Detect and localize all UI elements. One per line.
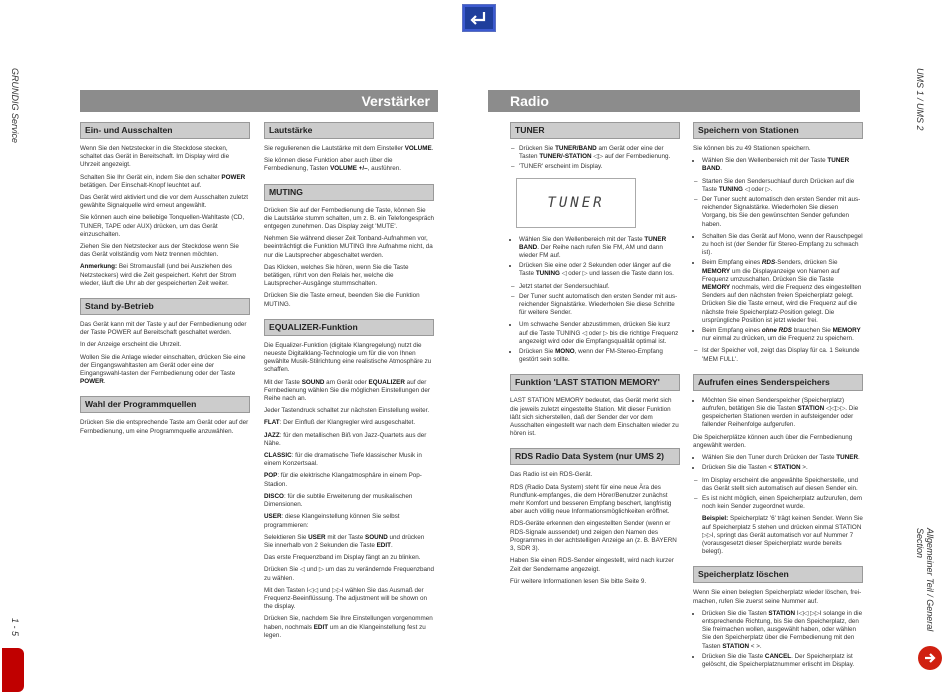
paragraph: Drücken Sie, nachdem Sie Ihre Einstellungen vorgenommen haben, nochmals EDIT um an die Klangeinstellung fest zu legen. — [264, 615, 433, 639]
list-item: – Drücken Sie TUNER/BAND am Gerät oder eine der Tasten TUNER/-STATION ◁▷ auf der Fernbedienung. — [519, 145, 680, 161]
heading-loeschen: Speicherplatz löschen — [693, 566, 863, 583]
list-item: • Drücken Sie die Tasten STATION I◁◁ ▷▷I solange in die entsprechende Richtung, bis Sie den Speicherplatz, den Sie freimachen wollen, ausgewählt haben, oder wählen Sie den Speicherplatz über die Fernbedienung mit den Tasten STATION < >. — [702, 610, 863, 651]
list-item: • Drücken Sie die Taste CANCEL. Der Speicherplatz ist gelöscht, die Speicherplatznummer erlischt im Display. — [702, 653, 863, 669]
paragraph: Das erste Frequenzband im Display fängt an zu blinken. — [264, 554, 421, 562]
back-button[interactable] — [462, 4, 496, 32]
section-label: Allgemeiner Teil / General Section — [915, 528, 935, 632]
paragraph: LAST STATION MEMORY bedeutet, das Gerät merkt sich die jeweils zuletzt eingestellte Station. Mit dieser Funktion läßt sich sicherstellen, daß der Sender der vor dem Ausschalten eingestellt war nach dem Einschalten wieder zu hören ist. — [510, 397, 679, 438]
left-margin — [10, 68, 24, 668]
paragraph: POP: für die elektrische Klangatmosphäre in einem Pop-Stadion. — [264, 472, 422, 488]
heading-ein-ausschalten: Ein- und Ausschalten — [80, 122, 250, 139]
heading-equalizer: EQUALIZER-Funktion — [264, 319, 434, 336]
return-arrow-icon — [469, 10, 489, 26]
paragraph: Nehmen Sie während dieser Zeit Tonband-Aufnahmen vor, beeinträchtigt die Funktion MUTING Ihre Aufnahme nicht, da nur die Lautsprecher abgeschaltet werden. — [264, 235, 433, 259]
list-item: – Starten Sie den Sendersuchlauf durch Drücken auf die Taste TUNING ◁ oder ▷. — [702, 178, 863, 194]
list-item: • Wählen Sie den Wellenbereich mit der Taste TUNER BAND. — [702, 157, 863, 173]
list-item: • Wählen Sie den Tuner durch Drücken der Taste TUNER. — [702, 454, 863, 462]
brand-service-label: GRUNDIG Service — [10, 68, 20, 144]
paragraph: Drücken Sie die Taste erneut, beenden Sie die Funktion MUTING. — [264, 292, 420, 308]
paragraph: In der Anzeige erscheint die Uhrzeit. — [80, 341, 182, 349]
list-item: – Im Display erscheint die angewählte Speicherstelle, und das Gerät stellt sich automatisch auf diesen Sender ein. — [702, 477, 863, 493]
column-3 — [510, 122, 680, 590]
heading-rds: RDS Radio Data System (nur UMS 2) — [510, 448, 680, 465]
paragraph: RDS-Geräte erkennen den eingestellten Sender (wenn er RDS-Signale aussendet) und zeigen den Namen des Programmes in der achtstelligen Anzeige an (z. B. BAYERN 3, SDR 3). — [510, 520, 677, 553]
paragraph: CLASSIC: für die dramatische Tiefe klassischer Musik in einem Konzertsaal. — [264, 452, 422, 468]
list-item: • Beim Empfang eines RDS-Senders, drücken Sie MEMORY um die Displayanzeige von Namen auf Frequenz umzuschalten. Drücken Sie die Taste MEMORY nochmals, wird die Frequenz des eingestellten Senders auf den nächsten freien Speicherplatz gelegt. Drücken Sie die Taste erneut, wird die Frequenz auf die nächste freie Speicherplatz-Position gelegt. Die ursprüngliche Position ist jetzt wieder frei. — [702, 259, 863, 325]
list-item: • Drücken Sie MONO, wenn der FM-Stereo-Empfang gestört sein sollte. — [519, 348, 680, 364]
heading-muting: MUTING — [264, 184, 434, 201]
heading-tuner: TUNER — [510, 122, 680, 139]
paragraph: JAZZ: für den metallischen Biß von Jazz-Quartets aus der Nähe. — [264, 431, 427, 447]
paragraph: Die Equalizer-Funktion (digitale Klangregelung) nutzt die neueste Digitalklang-Technologie um für die von Ihnen gewählte Musik-Stilrichtung eine realistische Atmosphäre zu schaffen. — [264, 341, 432, 374]
list-item: • Beim Empfang eines ohne RDS brauchen Sie MEMORY nur einmal zu drücken, um die Frequenz zu speichern. — [702, 327, 863, 343]
next-page-button[interactable] — [918, 646, 942, 670]
paragraph: Schalten Sie Ihr Gerät ein, indem Sie den schalter POWER betätigen. Der Einschalt-Knopf leuchtet auf. — [80, 173, 246, 189]
paragraph: Wollen Sie die Anlage wieder einschalten, drücken Sie eine der Eingangswahltasten am Gerät oder eine der Eingangswahl-tasten der Fernbedienung oder der Taste POWER. — [80, 353, 246, 386]
paragraph: Sie können auch eine beliebige Tonquellen-Wahltaste (CD, TUNER, TAPE oder AUX) drücken, um das Gerät einzuschalten. — [80, 214, 245, 238]
list-item: – Es ist nicht möglich, einen Speicherplatz aufzurufen, dem noch kein Sender zugeordnet wurde. — [702, 495, 863, 511]
list-item: • Drücken Sie die Tasten < STATION >. — [702, 464, 863, 472]
list-item: • Möchten Sie einen Senderspeicher (Speicherplatz) aufrufen, betätigen Sie die Tasten STATION ◁◁▷▷. Die gespeicherten Stationen werden in aufsteigender oder fallender Reihenfolge aufgerufen. — [702, 397, 863, 430]
paragraph: Anmerkung: Bei Stromausfall (und bei Ausziehen des Netzsteckers) wird die Zeit gespeichert. Kehrt der Strom wieder, läuft die Uhr ab der gespeicherten Zeit weiter. — [80, 263, 237, 287]
arrow-right-icon — [923, 651, 937, 665]
section-banner-radio: Radio — [488, 90, 860, 112]
paragraph: Die Speicherplätze können auch über die Fernbedienung angewählt werden. — [693, 433, 853, 449]
list-item: – Jetzt startet der Sendersuchlauf. — [519, 283, 680, 291]
paragraph: RDS (Radio Data System) steht für eine neue Ära des Rundfunk-empfanges, die dem Hörer/Benutzer zunächst mehr Komfort und besseren Empfang beschert, langfristig aber auch völlig neue Informationsmöglichkeiten eröffnet. — [510, 483, 672, 516]
model-label: UMS 1 / UMS 2 — [915, 68, 925, 131]
heading-aufrufen: Aufrufen eines Senderspeichers — [693, 374, 863, 391]
list-item: • Drücken Sie eine oder 2 Sekunden oder länger auf die Taste TUNING ◁ oder ▷ und lassen die Taste dann los. — [519, 262, 680, 278]
page-number: 1 - 5 — [10, 618, 20, 637]
paragraph: Sie können diese Funktion aber auch über die Fernbedienung, Tasten VOLUME +/–, ausführen. — [264, 157, 401, 173]
paragraph: Wenn Sie einen belegten Speicherplatz wieder löschen, frei-machen, rufen Sie zuerst seine Nummer auf. — [693, 589, 862, 605]
heading-lautstaerke: Lautstärke — [264, 122, 434, 139]
paragraph: Für weitere Informationen lesen Sie bitte Seite 9. — [510, 577, 647, 585]
paragraph: Das Gerät kann mit der Taste y auf der Fernbedienung oder der Taste POWER auf Bereitschaft geschaltet werden. — [80, 321, 247, 337]
red-page-tab — [2, 648, 24, 692]
paragraph: Drücken Sie die entsprechende Taste am Gerät oder auf der Fernbedienung, um eine Programmquelle anzuwählen. — [80, 419, 249, 435]
list-item: • Wählen Sie den Wellenbereich mit der Taste TUNER BAND. Der Reihe nach rufen Sie FM, AM und dann wieder FM auf. — [519, 236, 680, 261]
paragraph: Sie regulierenen die Lautstärke mit dem Einsteller VOLUME. — [264, 145, 434, 152]
column-4 — [693, 122, 863, 673]
paragraph: Sie können bis zu 49 Stationen speichern. — [693, 145, 811, 152]
paragraph: USER: diese Klangeinstellung können Sie selbst programmieren: — [264, 513, 400, 529]
paragraph: Jeder Tastendruck schaltet zur nächsten Einstellung weiter. — [264, 407, 430, 415]
heading-standby: Stand by-Betrieb — [80, 298, 250, 315]
paragraph: Das Radio ist ein RDS-Gerät. — [510, 471, 593, 479]
section-banner-verstaerker: Verstärker — [80, 90, 438, 112]
paragraph: Ziehen Sie den Netzstecker aus der Steckdose wenn Sie das Gerät vollständig vom Netz trennen möchten. — [80, 243, 239, 259]
list-item: – Der Tuner sucht automatisch den ersten Sender mit aus-reichender Signalstärke. Wiederholen Sie diesen Vorgang, bis Sie den gewünschten Sender gefunden haben. — [702, 196, 863, 229]
column-1 — [80, 122, 250, 440]
paragraph: Haben Sie einen RDS-Sender eingestellt, wird nach kurzer Zeit der Sendername angezeigt. — [510, 557, 674, 573]
paragraph: Mit der Taste SOUND am Gerät oder EQUALIZER auf der Fernbedienung wählen Sie die möglichen Einstellungen der Reihe nach an. — [264, 378, 430, 403]
paragraph: Selektieren Sie USER mit der Taste SOUND und drücken Sie innerhalb von 2 Sekunden die Taste EDIT. — [264, 533, 425, 549]
paragraph: Drücken Sie ◁ und ▷ um das zu verändernde Frequenzband zu wählen. — [264, 566, 435, 582]
heading-programmquellen: Wahl der Programmquellen — [80, 396, 250, 413]
list-item: – 'TUNER' erscheint im Display. — [519, 163, 680, 171]
heading-speichern: Speichern von Stationen — [693, 122, 863, 139]
paragraph: FLAT: Der Einfluß der Klangregler wird ausgeschaltet. — [264, 419, 416, 427]
paragraph: Das Klicken, welches Sie hören, wenn Sie die Taste betätigen, rührt von den Relais her, welche die Lautsprecher-Ausgänge stummschalten. — [264, 263, 409, 288]
list-item: • Um schwache Sender abzustimmen, drücken Sie kurz auf die Taste TUNING ◁ oder ▷ bis die richtige Frequenz angezeigt wird oder die Empfangsqualität optimal ist. — [519, 321, 680, 346]
paragraph: Beispiel: Speicherplatz '6' trägt keinen Sender. Wenn Sie auf Speicherplatz 5 stehen und drücken einmal STATION ▷▷I, springt das Gerät automatisch vor auf Nummer 7 (vorausgesetzt dieser Speicherplatz wurde bereits belegt). — [702, 515, 863, 556]
list-item: – Ist der Speicher voll, zeigt das Display für ca. 1 Sekunde 'MEM FULL'. — [702, 347, 863, 363]
column-2 — [264, 122, 434, 644]
paragraph: DISCO: für die subtile Erweiterung der musikalischen Dimensionen. — [264, 492, 413, 509]
list-item: – Der Tuner sucht automatisch den ersten Sender mit aus-reichender Signalstärke. Wiederholen Sie diese Schritte für weitere Sender. — [519, 293, 680, 318]
list-item: • Schalten Sie das Gerät auf Mono, wenn der Rauschpegel zu hoch ist (der Sender für Stereo-Empfang zu schwach ist). — [702, 233, 863, 258]
paragraph: Das Gerät wird aktiviert und die vor dem Ausschalten zuletzt gewählte Signalquelle wird erneut angewählt. — [80, 194, 248, 210]
heading-last-station-memory: Funktion 'LAST STATION MEMORY' — [510, 374, 680, 391]
paragraph: Mit den Tasten I◁◁ und ▷▷I wählen Sie das Ausmaß der Frequenz-Beeinflüssung. The adjustment will be shown on the display. — [264, 586, 427, 611]
tuner-display: TUNER — [516, 178, 636, 228]
paragraph: Wenn Sie den Netzstecker in die Steckdose stecken, schaltet das Gerät in Bereitschaft. Im Display wird die Uhrzeit angezeigt. — [80, 145, 230, 169]
right-margin — [915, 68, 935, 648]
paragraph: Drücken Sie auf der Fernbedienung die Taste, können Sie die Lautstärke stumm schalten, um z. B. ein Telefongespräch entgegen zunehmen. Das Display zeigt 'MUTE'. — [264, 206, 434, 231]
